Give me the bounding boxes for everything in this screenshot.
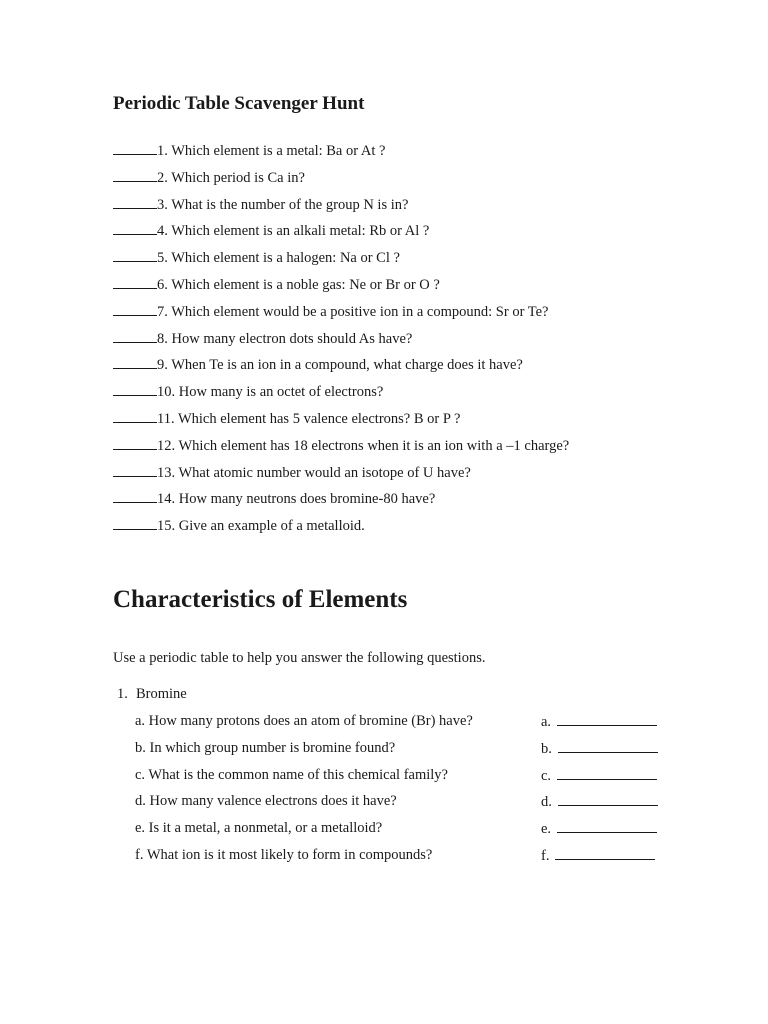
hunt-question-text: 8. How many electron dots should As have? [157,330,413,347]
sub-question-text: a. How many protons does an atom of bromine (Br) have? [135,713,473,729]
hunt-question [113,354,569,381]
hunt-question [113,220,569,247]
hunt-question-text: 6. Which element is a noble gas: Ne or Br or O ? [157,276,440,293]
answer-label: c. [541,767,552,784]
hunt-question [113,194,569,221]
sub-question-text: b. In which group number is bromine found? [135,739,396,756]
hunt-question-text: 11. Which element has 5 valence electrons? B or P ? [157,410,461,427]
answer-blank[interactable] [113,515,157,530]
sub-question [135,765,675,792]
sub-question [135,738,675,765]
answer-line[interactable] [557,765,657,780]
sub-question-list [135,711,675,872]
answer-blank[interactable] [113,328,157,343]
hunt-question [113,488,569,515]
sub-question-text: f. What ion is it most likely to form in compounds? [135,846,433,863]
sub-answer [541,818,657,839]
answer-line[interactable] [558,791,658,806]
sub-question [135,711,675,738]
hunt-question-text: 3. What is the number of the group N is in? [157,196,409,213]
sub-question-text: c. What is the common name of this chemical family? [135,766,448,783]
sub-answer [541,765,657,786]
hunt-question [113,328,569,355]
hunt-question-text: 12. Which element has 18 electrons when it is an ion with a –1 charge? [157,437,570,454]
hunt-question-text: 9. When Te is an ion in a compound, what charge does it have? [157,357,523,374]
sub-question [135,791,675,818]
hunt-question-text: 5. Which element is a halogen: Na or Cl ? [157,250,400,267]
hunt-question-text: 4. Which element is an alkali metal: Rb or Al ? [157,223,430,240]
hunt-question-text: 2. Which period is Ca in? [157,169,305,186]
section-title: Characteristics of Elements [113,586,408,613]
instructions: Use a periodic table to help you answer the following questions. [113,650,486,666]
answer-label: f. [541,847,550,864]
answer-blank[interactable] [113,435,157,450]
hunt-question [113,140,569,167]
hunt-question-text: 14. How many neutrons does bromine-80 have? [157,491,436,508]
answer-label: d. [541,794,552,811]
hunt-question-text: 13. What atomic number would an isotope of U have? [157,464,471,481]
answer-blank[interactable] [113,274,157,289]
answer-blank[interactable] [113,381,157,396]
hunt-question-text: 10. How many is an octet of electrons? [157,384,384,401]
answer-blank[interactable] [113,301,157,316]
hunt-question [113,301,569,328]
answer-blank[interactable] [113,408,157,423]
answer-blank[interactable] [113,462,157,477]
sub-question-text: d. How many valence electrons does it have? [135,793,397,810]
hunt-question [113,408,569,435]
answer-line[interactable] [555,845,655,860]
answer-label: b. [541,740,552,757]
hunt-question [113,167,569,194]
answer-blank[interactable] [113,194,157,209]
sub-question [135,845,675,872]
sub-answer [541,738,658,759]
hunt-title: Periodic Table Scavenger Hunt [113,93,365,114]
answer-blank[interactable] [113,488,157,503]
answer-label: e. [541,821,552,838]
hunt-question [113,462,569,489]
answer-label: a. [541,714,552,730]
answer-line[interactable] [557,711,657,726]
sub-question-text: e. Is it a metal, a nonmetal, or a metalloid? [135,820,383,837]
hunt-question-text: 7. Which element would be a positive ion in a compound: Sr or Te? [157,303,549,320]
sub-answer [541,791,658,812]
hunt-question [113,435,569,462]
hunt-question [113,381,569,408]
answer-line[interactable] [557,818,657,833]
hunt-question [113,274,569,301]
hunt-question-text: 15. Give an example of a metalloid. [157,518,365,535]
answer-blank[interactable] [113,140,157,155]
question-heading [117,684,187,704]
answer-blank[interactable] [113,167,157,182]
question-number: 1. [117,686,128,702]
answer-line[interactable] [558,738,658,753]
hunt-question [113,247,569,274]
question-label: Bromine [136,686,187,702]
answer-blank[interactable] [113,247,157,262]
sub-answer [541,845,655,866]
sub-answer [541,711,657,732]
hunt-question [113,515,569,542]
answer-blank[interactable] [113,220,157,235]
sub-question [135,818,675,845]
hunt-question-list [113,140,569,542]
answer-blank[interactable] [113,354,157,369]
hunt-question-text: 1. Which element is a metal: Ba or At ? [157,143,386,159]
